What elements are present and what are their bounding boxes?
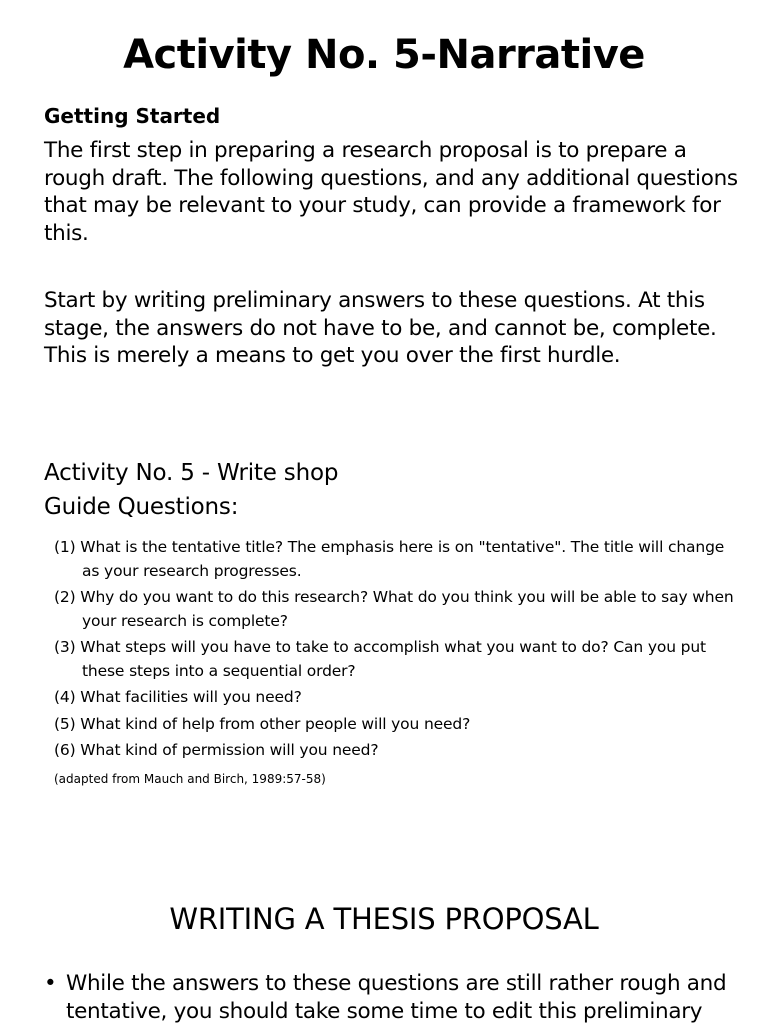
source-citation: (adapted from Mauch and Birch, 1989:57-58): [54, 772, 326, 786]
question-item: (3) What steps will you have to take to accomplish what you want to do? Can you put these steps into a sequential order?: [54, 638, 706, 680]
getting-started-heading: Getting Started: [44, 104, 221, 128]
writeshop-title: Activity No. 5 - Write shop: [44, 460, 339, 486]
bullet-item: [44, 970, 734, 1024]
bullet-text: While the answers to these questions are still rather rough and tentative, you should take some time to edit this preliminary: [66, 971, 727, 1024]
intro-paragraph: The first step in preparing a research proposal is to prepare a rough draft. The following questions, and any additional questions that may be relevant to your study, can provide a framework for this.: [44, 138, 738, 246]
question-item: (2) Why do you want to do this research? What do you think you will be able to say when your research is complete?: [54, 588, 734, 630]
question-item: (1) What is the tentative title? The emphasis here is on "tentative". The title will change as your research progresses.: [54, 538, 725, 580]
question-item: (4) What facilities will you need?: [54, 688, 302, 706]
guide-questions-label: Guide Questions:: [44, 494, 239, 520]
bullet-list: [44, 970, 734, 1024]
slide-title-thesis-proposal: WRITING A THESIS PROPOSAL: [169, 902, 599, 936]
instructions-paragraph: Start by writing preliminary answers to these questions. At this stage, the answers do not have to be, and cannot be, complete. This is merely a means to get you over the first hurdle.: [44, 288, 717, 368]
question-item: (5) What kind of help from other people will you need?: [54, 714, 471, 733]
guide-questions-list: [54, 536, 744, 766]
slide-title: Activity No. 5-Narrative: [123, 32, 645, 78]
writeshop-heading: [44, 456, 338, 524]
bullet-icon: •: [44, 971, 57, 996]
question-item: (6) What kind of permission will you need?: [54, 741, 379, 759]
